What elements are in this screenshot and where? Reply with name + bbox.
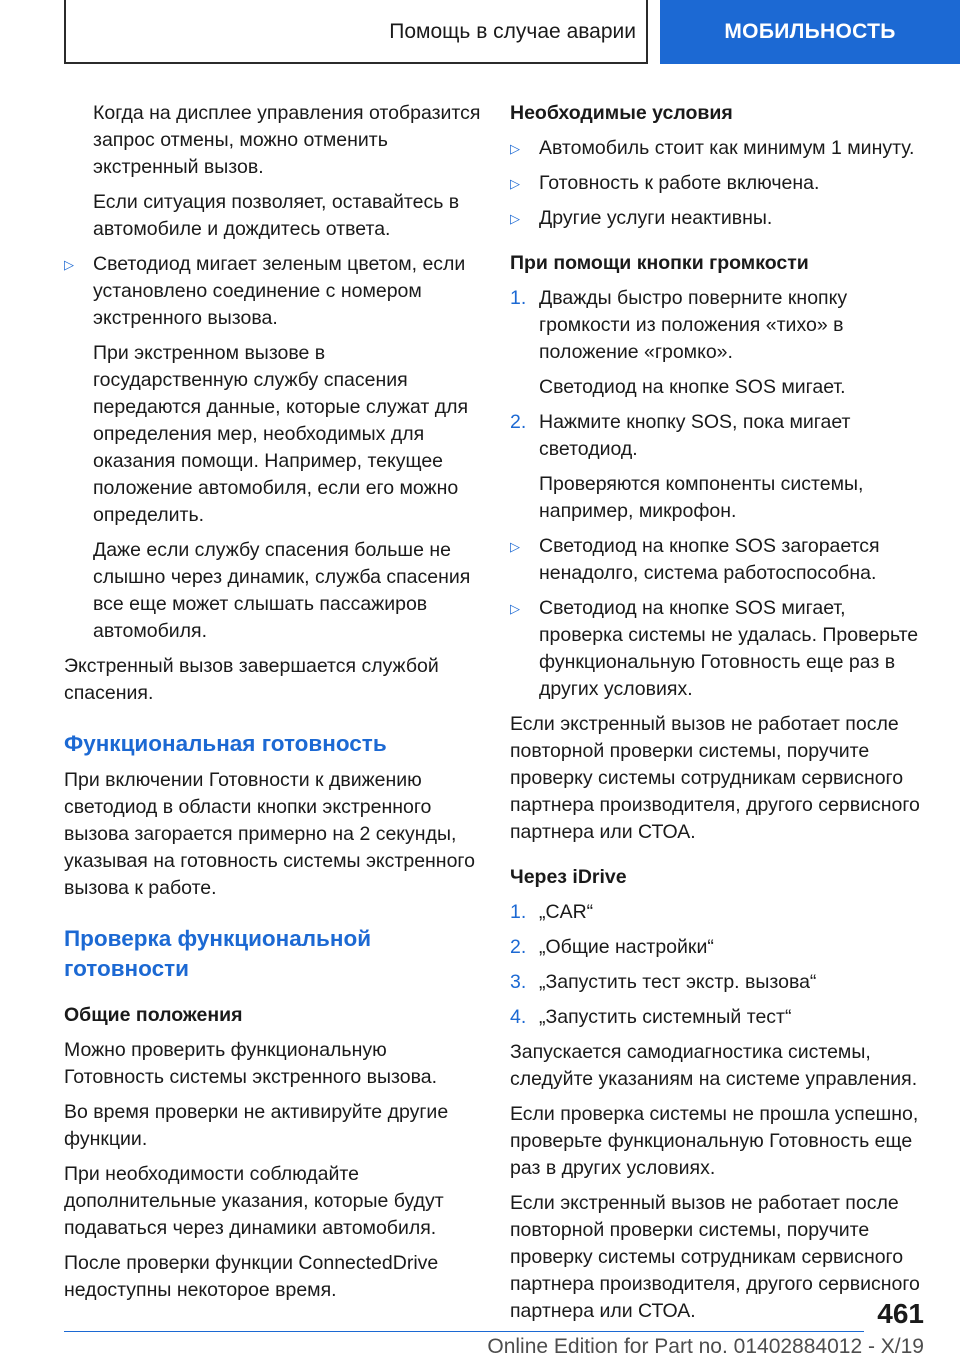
step-number: 1. bbox=[510, 901, 527, 923]
list-item bbox=[510, 205, 930, 232]
list-item bbox=[64, 251, 484, 332]
step-text: „CAR“ bbox=[539, 901, 594, 923]
page-number: 461 bbox=[877, 1298, 924, 1329]
list-item-text: Светодиод на кнопке SOS загорается ненадолго, система работоспособна. bbox=[539, 535, 880, 584]
step-number: 4. bbox=[510, 1006, 527, 1028]
list-item bbox=[510, 595, 930, 703]
paragraph: Экстренный вызов завершается службой спасения. bbox=[64, 655, 439, 704]
step-item bbox=[510, 1004, 930, 1031]
triangle-bullet-icon: ▷ bbox=[510, 176, 520, 191]
subsection-heading: Через iDrive bbox=[510, 866, 627, 888]
step-number: 2. bbox=[510, 411, 527, 433]
paragraph: Даже если службу спасения больше не слышно через динамик, служба спасения все еще может слышать пассажиров автомобиля. bbox=[93, 539, 471, 642]
list-item-text: Светодиод мигает зеленым цветом, если установлено соединение с номером экстренного вызова. bbox=[93, 253, 466, 329]
step-item bbox=[510, 934, 930, 961]
paragraph: Если ситуация позволяет, оставайтесь в автомобиле и дождитесь ответа. bbox=[93, 191, 460, 240]
subsection-heading: При помощи кнопки громкости bbox=[510, 252, 809, 274]
step-text: „Общие настройки“ bbox=[539, 936, 714, 958]
list-item-text: Другие услуги неактивны. bbox=[539, 207, 773, 229]
left-column bbox=[64, 100, 484, 1312]
triangle-bullet-icon: ▷ bbox=[64, 257, 74, 272]
section-heading: Проверка функциональной готовности bbox=[64, 926, 372, 981]
paragraph: Если экстренный вызов не работает после повторной проверки системы, поручите проверку системы сотрудникам сервисного партнера производителя, другого сервисного партнера или СТОА. bbox=[510, 1192, 920, 1322]
step-text: Дважды быстро поверните кнопку громкости из положения «тихо» в положение «громко». bbox=[539, 287, 848, 363]
footer-edition-text: Online Edition for Part no. 01402884012 - X/19 bbox=[487, 1335, 924, 1358]
section-heading: Функциональная готовность bbox=[64, 731, 387, 756]
step-number: 1. bbox=[510, 287, 527, 309]
triangle-bullet-icon: ▷ bbox=[510, 141, 520, 156]
header-section-title: Помощь в случае аварии bbox=[389, 20, 636, 43]
paragraph: При необходимости соблюдайте дополнительные указания, которые будут подаваться через динамики автомобиля. bbox=[64, 1163, 444, 1239]
footer-divider bbox=[64, 1331, 864, 1332]
triangle-bullet-icon: ▷ bbox=[510, 539, 520, 554]
subsection-heading: Общие положения bbox=[64, 1004, 243, 1026]
paragraph: После проверки функции ConnectedDrive недоступны некоторое время. bbox=[64, 1252, 439, 1301]
step-item bbox=[510, 285, 930, 366]
paragraph: Когда на дисплее управления отобразится запрос отмены, можно отменить экстренный вызов. bbox=[93, 102, 481, 178]
triangle-bullet-icon: ▷ bbox=[510, 601, 520, 616]
list-item-text: Автомобиль стоит как минимум 1 минуту. bbox=[539, 137, 915, 159]
list-item bbox=[510, 533, 930, 587]
step-text: „Запустить тест экстр. вызова“ bbox=[539, 971, 817, 993]
list-item bbox=[510, 170, 930, 197]
paragraph: Если проверка системы не прошла успешно, проверьте функциональную Готовность еще раз в других условиях. bbox=[510, 1103, 919, 1179]
step-item bbox=[510, 409, 930, 463]
step-number: 2. bbox=[510, 936, 527, 958]
step-text: Нажмите кнопку SOS, пока мигает светодиод. bbox=[539, 411, 851, 460]
header-chapter-tab: МОБИЛЬНОСТЬ bbox=[660, 0, 960, 64]
step-note: Светодиод на кнопке SOS мигает. bbox=[539, 376, 846, 398]
step-item bbox=[510, 899, 930, 926]
step-note: Проверяются компоненты системы, например, микрофон. bbox=[539, 473, 864, 522]
paragraph: Можно проверить функциональную Готовность системы экстренного вызова. bbox=[64, 1039, 437, 1088]
triangle-bullet-icon: ▷ bbox=[510, 211, 520, 226]
step-number: 3. bbox=[510, 971, 527, 993]
list-item-text: Готовность к работе включена. bbox=[539, 172, 820, 194]
step-item bbox=[510, 969, 930, 996]
paragraph: Во время проверки не активируйте другие функции. bbox=[64, 1101, 449, 1150]
paragraph: Если экстренный вызов не работает после повторной проверки системы, поручите проверку системы сотрудникам сервисного партнера производителя, другого сервисного партнера или СТОА. bbox=[510, 713, 920, 843]
subsection-heading: Необходимые условия bbox=[510, 102, 733, 124]
paragraph: Запускается самодиагностика системы, следуйте указаниям на системе управления. bbox=[510, 1041, 918, 1090]
step-text: „Запустить системный тест“ bbox=[539, 1006, 792, 1028]
list-item-text: Светодиод на кнопке SOS мигает, проверка системы не удалась. Проверьте функциональную Готовность еще раз в других условиях. bbox=[539, 597, 919, 700]
paragraph: При экстренном вызове в государственную службу спасения передаются данные, которые служат для определения мер, необходимых для оказания помощи. Например, текущее положение автомобиля, если его можно определить. bbox=[93, 342, 469, 526]
paragraph: При включении Готовности к движению светодиод в области кнопки экстренного вызова загорается примерно на 2 секунды, указывая на готовность системы экстренного вызова к работе. bbox=[64, 769, 475, 899]
list-item bbox=[510, 135, 930, 162]
right-column bbox=[510, 100, 930, 1333]
